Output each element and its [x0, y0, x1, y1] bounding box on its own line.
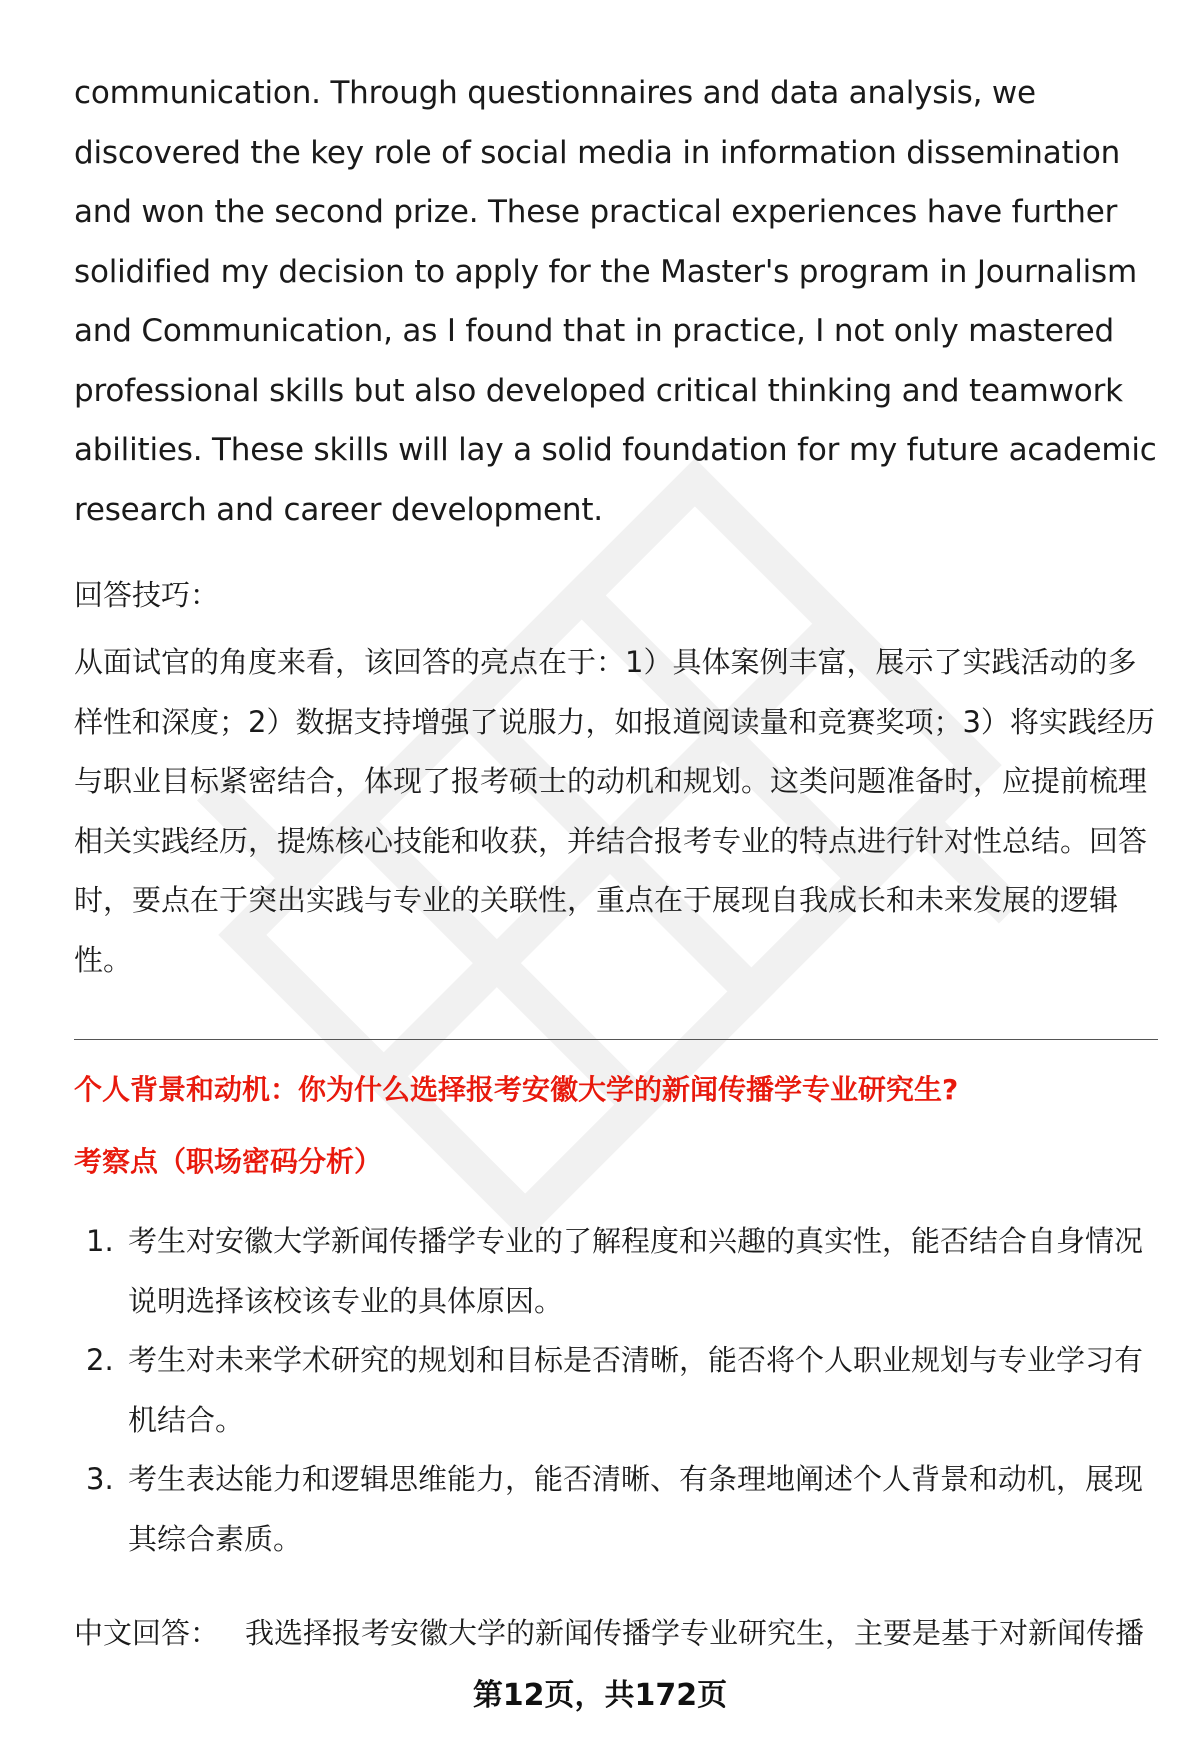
chinese-answer-label: 中文回答： — [74, 1616, 220, 1650]
list-number: 2. — [86, 1343, 114, 1377]
chinese-answer — [74, 1604, 1158, 1664]
focus-point-item — [74, 1331, 1158, 1450]
focus-point-item — [74, 1212, 1158, 1331]
focus-point-item — [74, 1450, 1158, 1569]
focus-points-title: 考察点（职场密码分析） — [74, 1145, 383, 1178]
chinese-answer-text: 我选择报考安徽大学的新闻传播学专业研究生，主要是基于对新闻传播 — [245, 1616, 1145, 1650]
list-number: 3. — [86, 1462, 114, 1496]
question-heading: 个人背景和动机：你为什么选择报考安徽大学的新闻传播学专业研究生? — [74, 1073, 959, 1106]
focus-point-text: 考生对安徽大学新闻传播学专业的了解程度和兴趣的真实性，能否结合自身情况说明选择该校该专业的具体原因。 — [128, 1224, 1144, 1318]
english-answer-paragraph: communication. Through questionnaires and data analysis, we discovered the key role of social media in information dissemination and won the second prize. These practical experiences have further solidified my decision to apply for the Master's program in Journalism and Communication, as I found that in practice, I not only mastered professional skills but also developed critical thinking and teamwork abilities. These skills will lay a solid foundation for my future academic research and career development. — [74, 75, 1157, 528]
focus-point-text: 考生对未来学术研究的规划和目标是否清晰，能否将个人职业规划与专业学习有机结合。 — [128, 1343, 1144, 1437]
tips-body: 从面试官的角度来看，该回答的亮点在于：1）具体案例丰富，展示了实践活动的多样性和深度；2）数据支持增强了说服力，如报道阅读量和竞赛奖项；3）将实践经历与职业目标紧密结合，体现了报考硕士的动机和规划。这类问题准备时，应提前梳理相关实践经历，提炼核心技能和收获，并结合报考专业的特点进行针对性总结。回答时，要点在于突出实践与专业的关联性，重点在于展现自我成长和未来发展的逻辑性。 — [74, 645, 1155, 977]
focus-point-text: 考生表达能力和逻辑思维能力，能否清晰、有条理地阐述个人背景和动机，展现其综合素质。 — [128, 1462, 1144, 1556]
tips-label: 回答技巧： — [74, 578, 220, 612]
section-divider — [74, 1039, 1158, 1040]
page-number-footer: 第12页，共172页 — [472, 1678, 728, 1713]
focus-points-list — [74, 1212, 1158, 1569]
list-number: 1. — [86, 1224, 114, 1258]
